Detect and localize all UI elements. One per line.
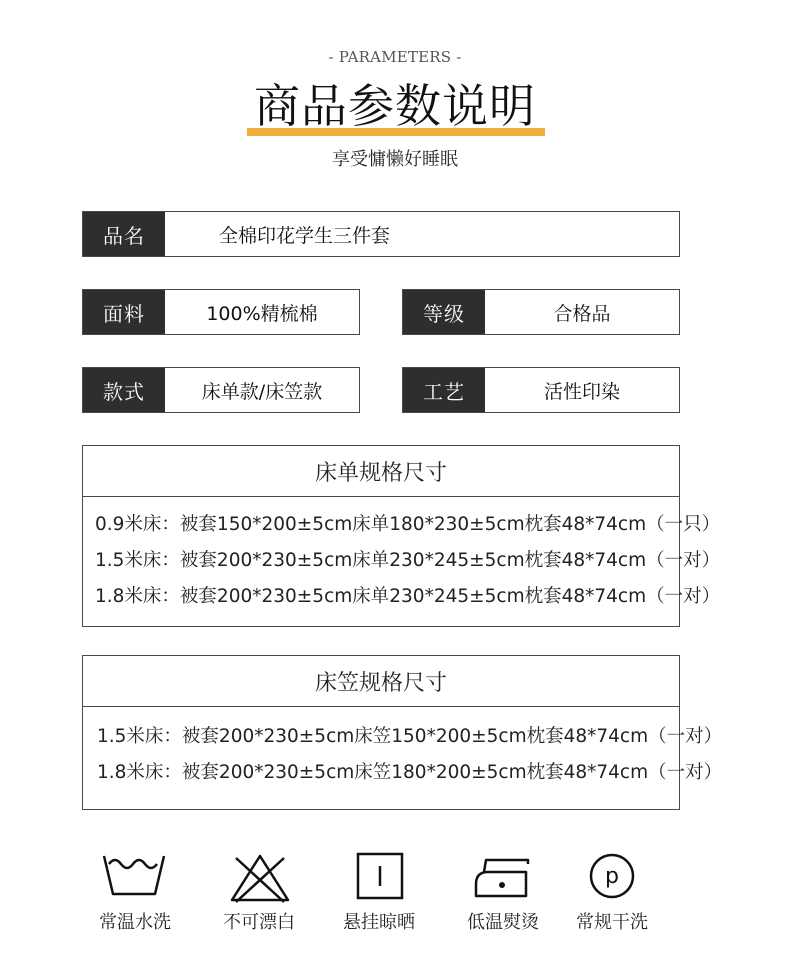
- fitted-spec-title: 床笠规格尺寸: [83, 656, 679, 707]
- fitted-spec-line: 1.5米床：被套200*230±5cm床笠150*200±5cm枕套48*74cm（一对）: [97, 726, 723, 747]
- care-label-hang-dry: 悬挂晾晒: [343, 912, 415, 933]
- care-label-no-bleach: 不可漂白: [223, 912, 295, 933]
- param-value-grade: 合格品: [553, 302, 611, 325]
- sheet-spec-table: [82, 445, 721, 627]
- sheet-spec-line: 1.8米床：被套200*230±5cm床单230*245±5cm枕套48*74cm（一对）: [95, 586, 721, 607]
- param-row-grade: [402, 289, 680, 335]
- param-label-name: 品名: [83, 212, 165, 256]
- care-label-dry-clean: 常规干洗: [576, 912, 648, 933]
- dry-clean-p-icon: [588, 852, 636, 900]
- param-value-name: 全棉印花学生三件套: [219, 224, 391, 247]
- fitted-spec-table: [82, 655, 723, 810]
- param-label-style: 款式: [83, 368, 165, 412]
- no-bleach-icon: [228, 852, 292, 904]
- param-label-grade: 等级: [403, 290, 485, 334]
- sheet-spec-line: 1.5米床：被套200*230±5cm床单230*245±5cm枕套48*74cm（一对）: [95, 550, 721, 571]
- low-iron-icon: [472, 852, 532, 900]
- param-label-fabric: 面料: [83, 290, 165, 334]
- param-row-name: [82, 211, 680, 257]
- fitted-spec-line: 1.8米床：被套200*230±5cm床笠180*200±5cm枕套48*74cm（一对）: [97, 762, 723, 783]
- wash-tub-icon: [100, 850, 168, 898]
- page-subtitle: 享受慵懒好睡眠: [332, 149, 458, 170]
- param-value-style: 床单款/床笠款: [201, 380, 323, 403]
- section-eyebrow: - PARAMETERS -: [328, 48, 462, 66]
- page-title: 商品参数说明: [254, 79, 536, 133]
- param-row-fabric: [82, 289, 360, 335]
- care-label-low-iron: 低温熨烫: [467, 912, 539, 933]
- sheet-spec-line: 0.9米床：被套150*200±5cm床单180*230±5cm枕套48*74cm（一只）: [95, 514, 721, 535]
- svg-text:p: p: [605, 864, 619, 889]
- sheet-spec-title: 床单规格尺寸: [83, 446, 679, 497]
- param-row-craft: [402, 367, 680, 413]
- param-label-craft: 工艺: [403, 368, 485, 412]
- care-label-wash: 常温水洗: [99, 912, 171, 933]
- param-row-style: [82, 367, 360, 413]
- param-value-fabric: 100%精梳棉: [206, 302, 318, 325]
- param-value-craft: 活性印染: [543, 380, 620, 403]
- hang-dry-icon: [356, 852, 406, 900]
